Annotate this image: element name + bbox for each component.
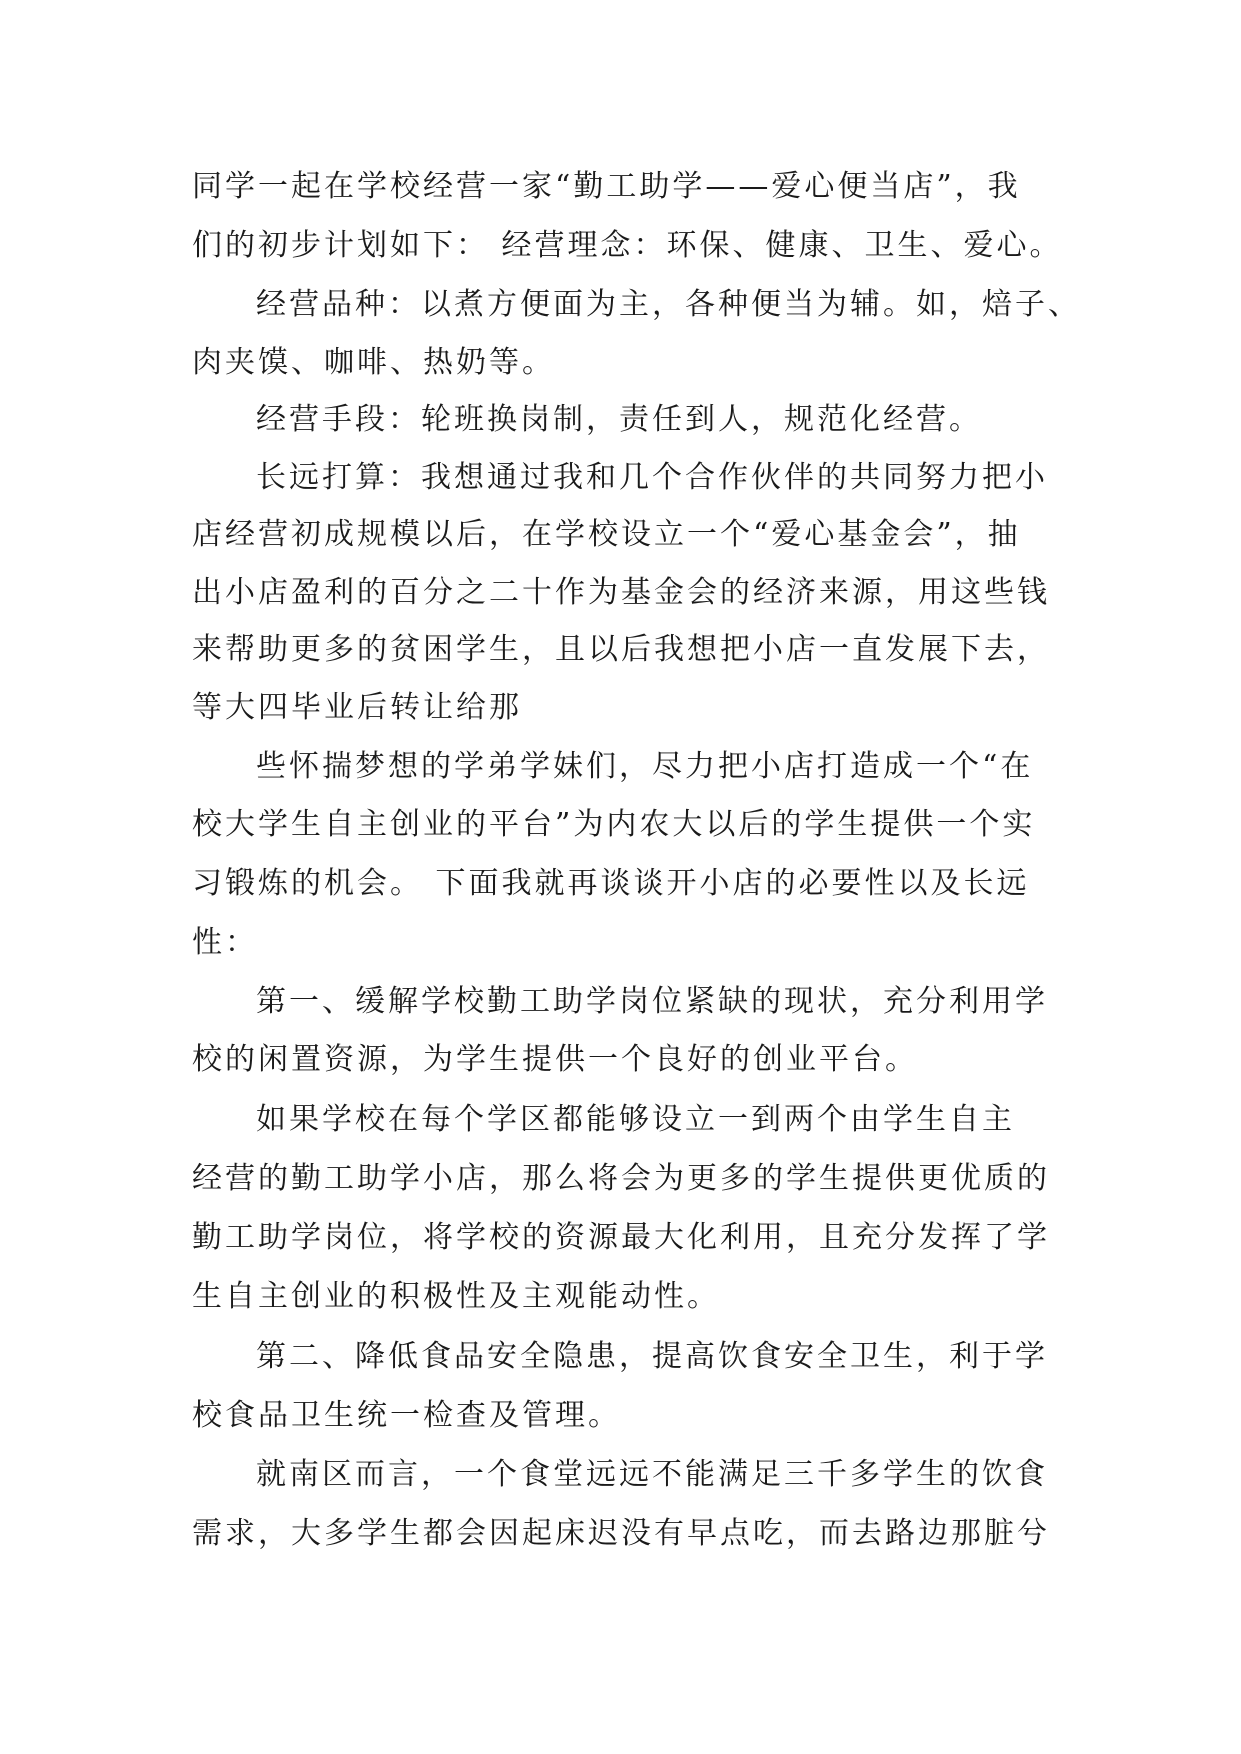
text-line: 同学一起在学校经营一家“勤工助学——爱心便当店”，我 (192, 169, 1021, 204)
text-line: 店经营初成规模以后，在学校设立一个“爱心基金会”，抽 (192, 517, 1021, 552)
text-line: 经营手段：轮班换岗制，责任到人，规范化经营。 (256, 402, 982, 437)
text-line: 来帮助更多的贫困学生，且以后我想把小店一直发展下去， (192, 632, 1050, 667)
text-line: 如果学校在每个学区都能够设立一到两个由学生自主 (256, 1102, 1015, 1137)
text-line: 肉夹馍、咖啡、热奶等。 (192, 345, 555, 380)
text-line: 等大四毕业后转让给那 (192, 690, 522, 725)
text-line: 出小店盈利的百分之二十作为基金会的经济来源，用这些钱 (192, 575, 1050, 610)
text-line: 长远打算：我想通过我和几个合作伙伴的共同努力把小 (256, 460, 1048, 495)
text-line: 经营的勤工助学小店，那么将会为更多的学生提供更优质的 (192, 1161, 1050, 1196)
text-line: 就南区而言，一个食堂远远不能满足三千多学生的饮食 (256, 1457, 1048, 1492)
text-line: 生自主创业的积极性及主观能动性。 (192, 1279, 720, 1314)
text-line: 勤工助学岗位，将学校的资源最大化利用，且充分发挥了学 (192, 1220, 1050, 1255)
text-line: 第一、缓解学校勤工助学岗位紧缺的现状，充分利用学 (256, 984, 1048, 1019)
text-line: 经营品种：以煮方便面为主，各种便当为辅。如，焙子、 (256, 287, 1081, 322)
text-line: 性： (192, 925, 258, 960)
text-line: 们的初步计划如下： 经营理念：环保、健康、卫生、爱心。 (192, 228, 1063, 263)
text-line: 校食品卫生统一检查及管理。 (192, 1398, 621, 1433)
text-line: 校的闲置资源，为学生提供一个良好的创业平台。 (192, 1042, 918, 1077)
text-line: 校大学生自主创业的平台”为内农大以后的学生提供一个实 (192, 807, 1036, 842)
text-line: 习锻炼的机会。 下面我就再谈谈开小店的必要性以及长远 (192, 866, 1030, 901)
text-line: 些怀揣梦想的学弟学妹们，尽力把小店打造成一个“在 (256, 749, 1034, 784)
text-line: 第二、降低食品安全隐患，提高饮食安全卫生，利于学 (256, 1339, 1048, 1374)
text-line: 需求，大多学生都会因起床迟没有早点吃，而去路边那脏兮 (192, 1516, 1050, 1551)
